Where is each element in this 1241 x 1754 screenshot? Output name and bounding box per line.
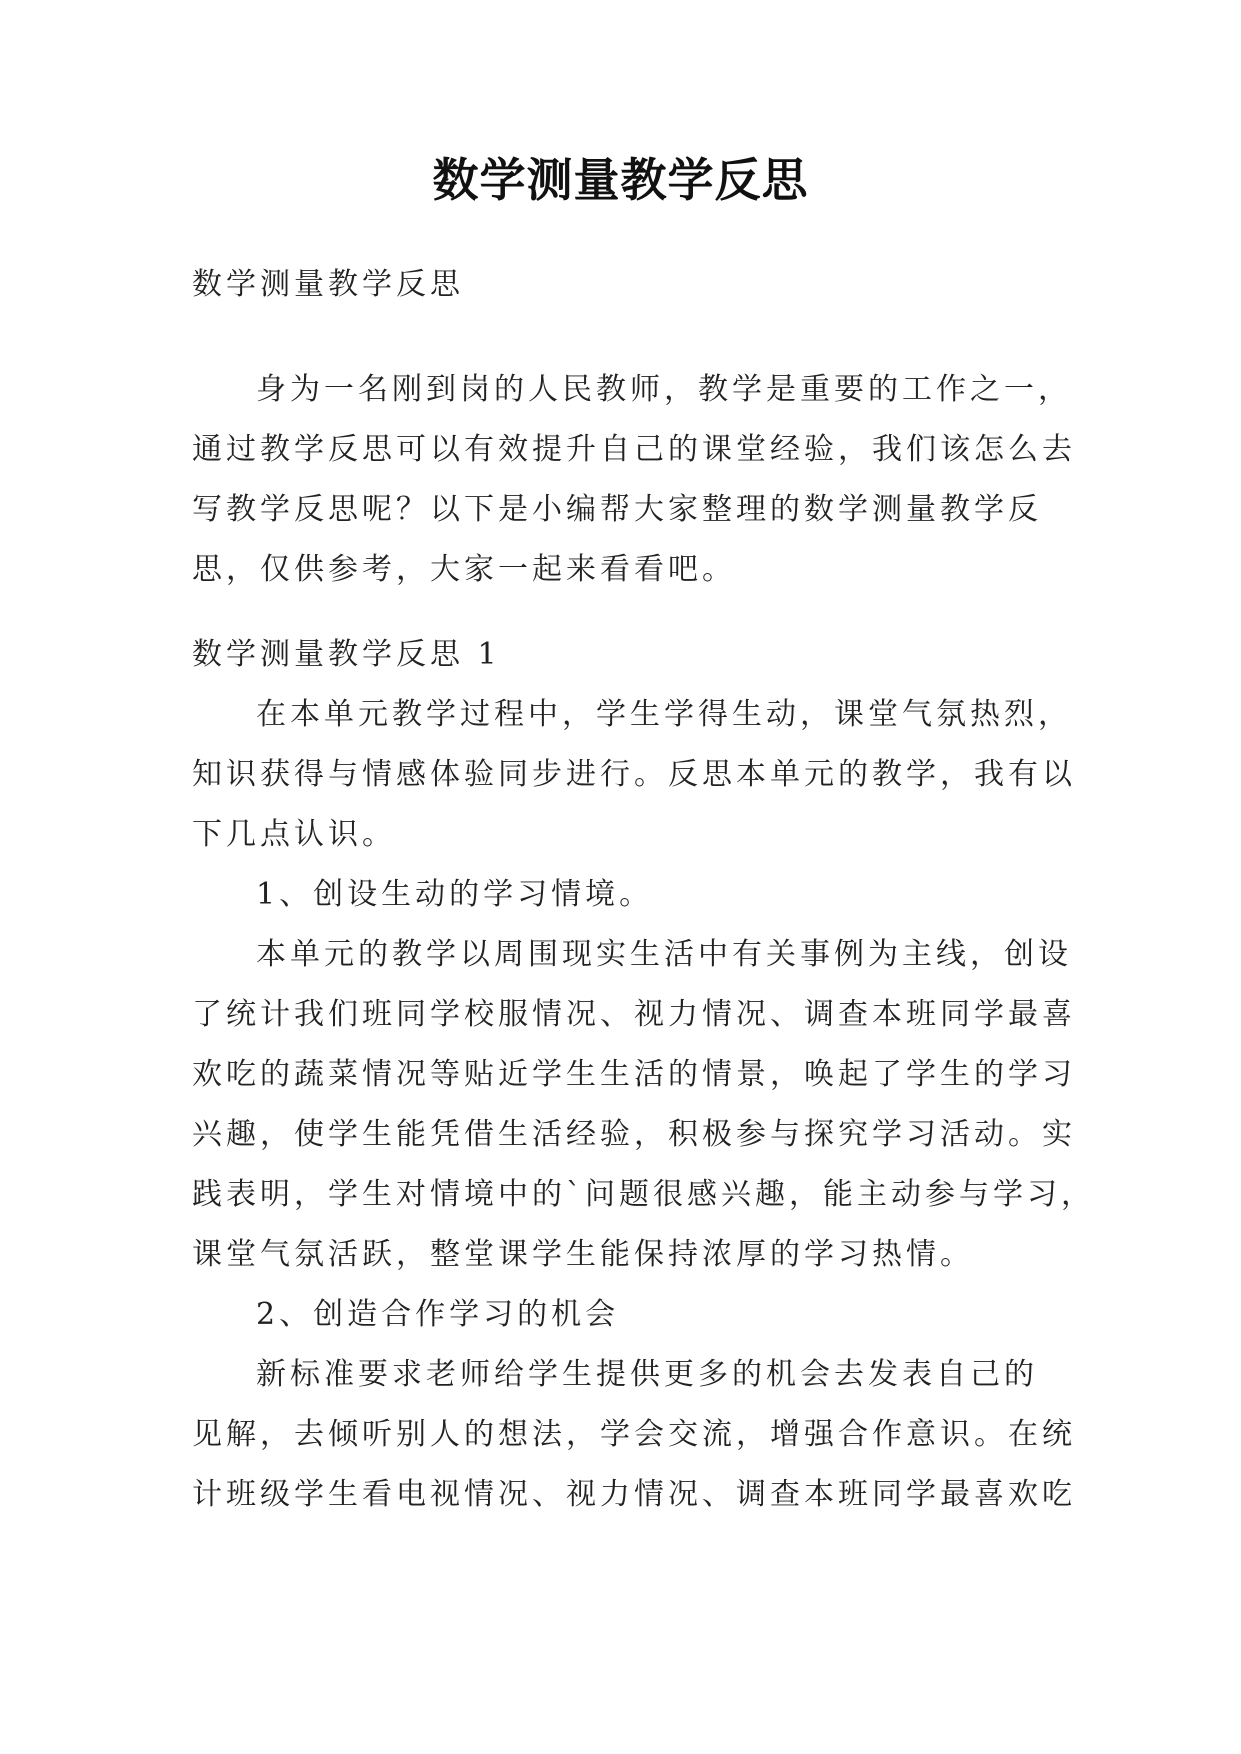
intro-line: 通过教学反思可以有效提升自己的课堂经验，我们该怎么去 [192,432,1076,467]
paragraph-line: 新标准要求老师给学生提供更多的机会去发表自己的 [256,1357,1038,1392]
subheading-line: 2、创造合作学习的机会 [256,1297,620,1332]
document-subtitle: 数学测量教学反思 [192,267,464,302]
paragraph-line: 知识获得与情感体验同步进行。反思本单元的教学，我有以 [192,757,1076,792]
paragraph-line: 在本单元教学过程中，学生学得生动，课堂气氛热烈， [256,697,1072,732]
paragraph-line: 见解，去倾听别人的想法，学会交流，增强合作意识。在统 [192,1417,1076,1452]
paragraph-line: 欢吃的蔬菜情况等贴近学生生活的情景，唤起了学生的学习 [192,1057,1076,1092]
intro-paragraph [192,360,1076,600]
paragraph-line: 本单元的教学以周围现实生活中有关事例为主线，创设 [256,937,1072,972]
intro-line: 写教学反思呢？以下是小编帮大家整理的数学测量教学反 [192,492,1042,527]
intro-line: 思，仅供参考，大家一起来看看吧。 [192,552,736,587]
document-title: 数学测量教学反思 [432,153,809,207]
document-subtitle-block [192,255,1072,315]
paragraph-line: 下几点认识。 [192,817,396,852]
paragraph-line: 践表明，学生对情境中的`问题很感兴趣，能主动参与学习， [192,1177,1095,1212]
paragraph-line: 兴趣，使学生能凭借生活经验，积极参与探究学习活动。实 [192,1117,1076,1152]
paragraph-line: 了统计我们班同学校服情况、视力情况、调查本班同学最喜 [192,997,1076,1032]
paragraph-line: 课堂气氛活跃，整堂课学生能保持浓厚的学习热情。 [192,1237,974,1272]
section-heading: 数学测量教学反思 1 [192,637,501,672]
intro-line: 身为一名刚到岗的人民教师，教学是重要的工作之一， [256,372,1072,407]
subheading-line: 1、创设生动的学习情境。 [256,877,654,912]
paragraph-line: 计班级学生看电视情况、视力情况、调查本班同学最喜欢吃 [192,1477,1076,1512]
section-body [192,625,1095,1525]
